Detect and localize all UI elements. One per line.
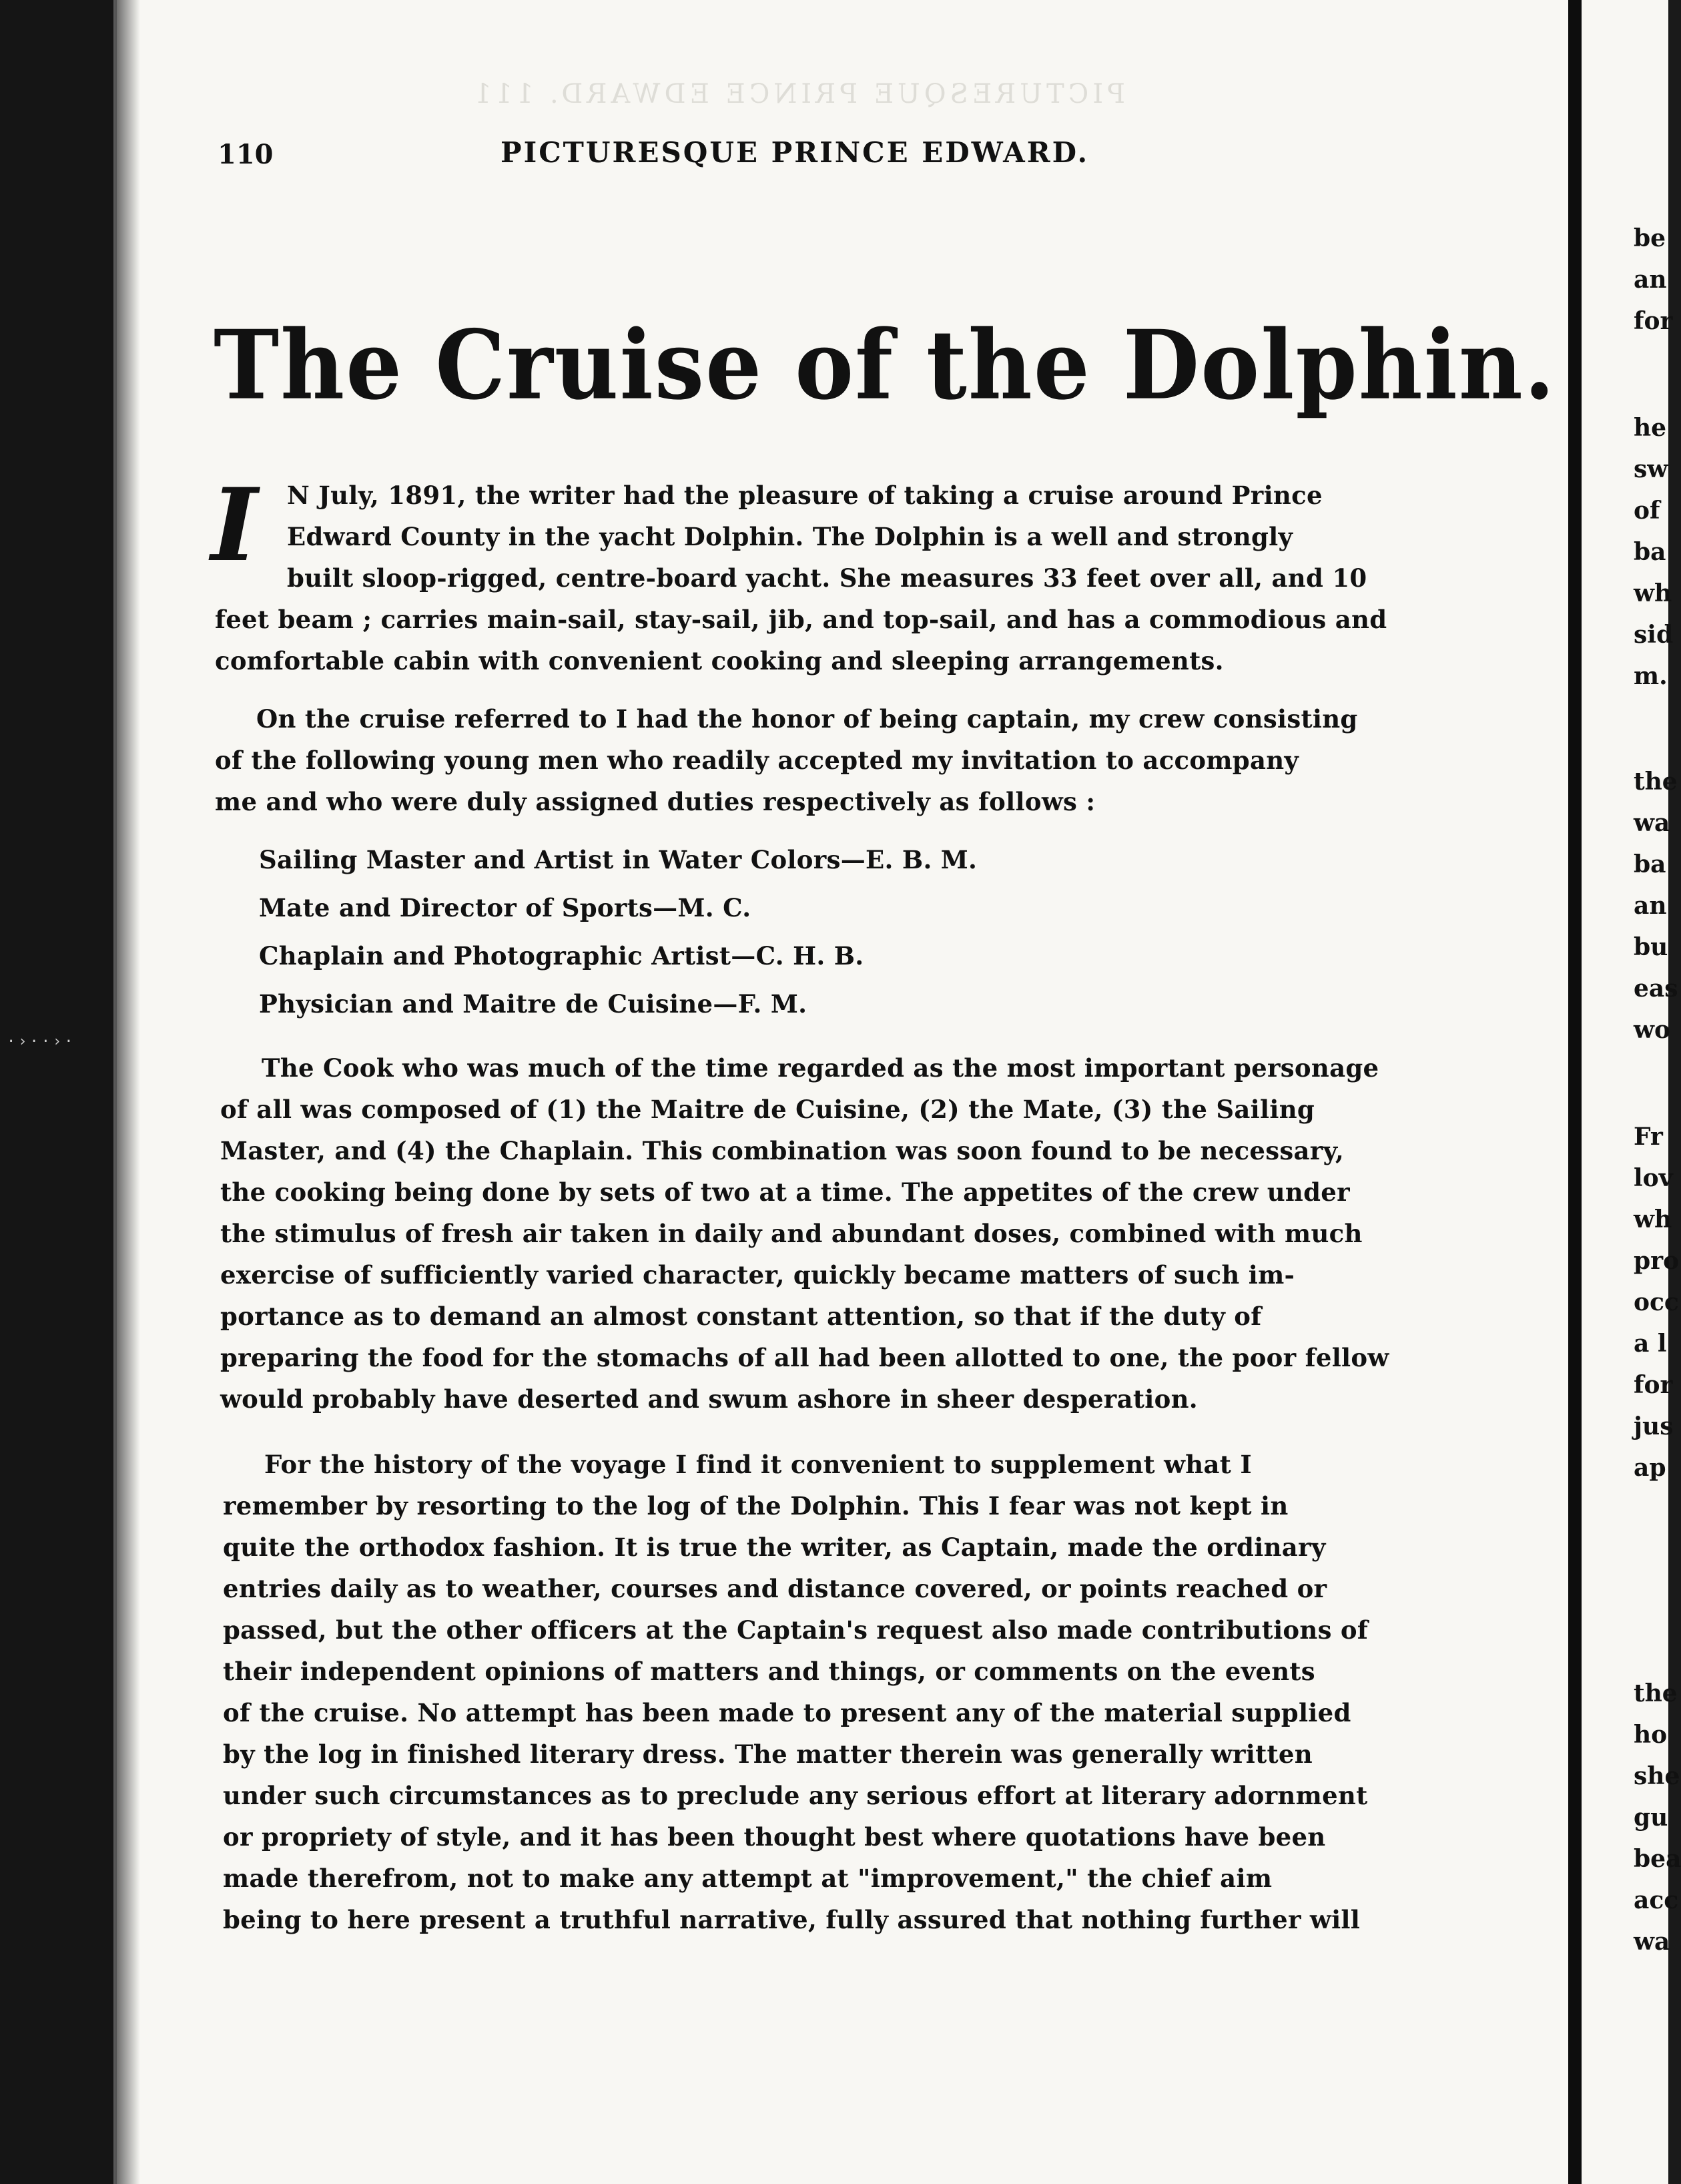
fragment-text: wa xyxy=(1634,1928,1670,1956)
fragment-text: m. xyxy=(1634,662,1668,690)
text-line: under such circumstances as to preclude any serious effort at literary adornment xyxy=(223,1781,1368,1810)
text-line: the stimulus of fresh air taken in daily and abundant doses, combined with much xyxy=(220,1219,1363,1248)
fragment-text: she xyxy=(1634,1762,1680,1790)
text-line: the cooking being done by sets of two at a time. The appetites of the crew under xyxy=(220,1177,1350,1207)
fragment-text: he xyxy=(1634,414,1667,442)
text-line: entries daily as to weather, courses and distance covered, or points reached or xyxy=(223,1574,1327,1603)
text-line: being to here present a truthful narrative, fully assured that nothing further will xyxy=(223,1905,1361,1934)
text-line: exercise of sufficiently varied character, quickly became matters of such im- xyxy=(220,1260,1295,1290)
crew-list-item: Sailing Master and Artist in Water Colors—E. B. M. xyxy=(259,845,978,874)
fragment-text: the xyxy=(1634,1679,1678,1707)
fragment-text: of xyxy=(1634,497,1660,525)
crew-list-item: Physician and Maitre de Cuisine—F. M. xyxy=(259,989,807,1019)
drop-cap: I xyxy=(211,467,258,584)
text-line: portance as to demand an almost constant attention, so that if the duty of xyxy=(220,1302,1262,1331)
fragment-text: ap xyxy=(1634,1454,1666,1482)
text-line: N July, 1891, the writer had the pleasure of taking a cruise around Prince xyxy=(287,481,1323,510)
text-line: The Cook who was much of the time regarded as the most important personage xyxy=(262,1053,1379,1083)
text-line: Edward County in the yacht Dolphin. The Dolphin is a well and strongly xyxy=(287,522,1293,551)
text-line: comfortable cabin with convenient cooking and sleeping arrangements. xyxy=(215,646,1224,675)
fragment-text: sid xyxy=(1634,621,1674,649)
text-line: me and who were duly assigned duties respectively as follows : xyxy=(215,787,1096,816)
fragment-text: occ xyxy=(1634,1288,1679,1316)
text-line: feet beam ; carries main-sail, stay-sail, jib, and top-sail, and has a commodious and xyxy=(215,605,1387,634)
fragment-text: Fr xyxy=(1634,1123,1663,1151)
page-gutter xyxy=(1568,0,1582,2184)
fragment-text: for xyxy=(1634,307,1673,335)
fragment-text: eas xyxy=(1634,975,1678,1003)
fragment-text: an xyxy=(1634,266,1667,294)
fragment-text: bea xyxy=(1634,1845,1681,1873)
fragment-text: the xyxy=(1634,768,1678,796)
text-line: or propriety of style, and it has been thought best where quotations have been xyxy=(223,1822,1326,1852)
adjacent-page-edge xyxy=(1582,0,1681,2184)
fragment-text: wa xyxy=(1634,809,1670,837)
fragment-text: wh xyxy=(1634,579,1672,607)
fragment-text: be xyxy=(1634,224,1666,252)
text-line: quite the orthodox fashion. It is true the writer, as Captain, made the ordinary xyxy=(223,1533,1326,1562)
text-line: For the history of the voyage I find it convenient to supplement what I xyxy=(264,1450,1252,1479)
text-line: Master, and (4) the Chaplain. This combination was soon found to be necessary, xyxy=(220,1136,1345,1165)
fragment-text: ho xyxy=(1634,1721,1668,1749)
fragment-text: acc xyxy=(1634,1886,1679,1914)
fragment-text: a l xyxy=(1634,1330,1667,1358)
text-line: built sloop-rigged, centre-board yacht. She measures 33 feet over all, and 10 xyxy=(287,563,1367,593)
fragment-text: an xyxy=(1634,892,1667,920)
fragment-text: pro xyxy=(1634,1247,1680,1275)
left-dark-margin xyxy=(0,0,113,2184)
text-line: passed, but the other officers at the Captain's request also made contributions of xyxy=(223,1615,1369,1645)
crew-list-item: Mate and Director of Sports—M. C. xyxy=(259,893,751,922)
fragment-text: for xyxy=(1634,1371,1673,1399)
running-head: PICTURESQUE PRINCE EDWARD. xyxy=(500,136,1090,169)
text-line: of all was composed of (1) the Maitre de Cuisine, (2) the Mate, (3) the Sailing xyxy=(220,1095,1315,1124)
text-line: On the cruise referred to I had the honor of being captain, my crew consisting xyxy=(256,704,1358,734)
fragment-text: lov xyxy=(1634,1164,1673,1192)
text-line: of the cruise. No attempt has been made to present any of the material supplied xyxy=(223,1698,1351,1727)
text-line: preparing the food for the stomachs of all had been allotted to one, the poor fellow xyxy=(220,1343,1389,1372)
text-line: would probably have deserted and swum ashore in sheer desperation. xyxy=(220,1384,1198,1414)
text-line: remember by resorting to the log of the Dolphin. This I fear was not kept in xyxy=(223,1491,1289,1521)
fragment-text: gu xyxy=(1634,1804,1668,1832)
text-line: their independent opinions of matters and things, or comments on the events xyxy=(223,1657,1315,1686)
fragment-text: ba xyxy=(1634,850,1666,878)
page-fold-shadow xyxy=(113,0,140,2184)
text-line: of the following young men who readily accepted my invitation to accompany xyxy=(215,746,1299,775)
fragment-text: ba xyxy=(1634,538,1666,566)
article-title: The Cruise of the Dolphin. xyxy=(214,309,1556,422)
page-number: 110 xyxy=(218,139,274,170)
text-line: by the log in finished literary dress. The matter therein was generally written xyxy=(223,1739,1313,1769)
fragment-text: wo xyxy=(1634,1016,1671,1044)
text-line: made therefrom, not to make any attempt at "improvement," the chief aim xyxy=(223,1864,1273,1893)
crop-mark: ·›··›· xyxy=(7,1033,76,1050)
fragment-text: sw xyxy=(1634,455,1668,483)
bleed-through-heading: PICTURESQUE PRINCE EDWARD. 111 xyxy=(470,79,1126,109)
fragment-text: wh xyxy=(1634,1205,1672,1234)
fragment-text: bu xyxy=(1634,933,1668,961)
fragment-text: jus xyxy=(1634,1412,1674,1440)
crew-list-item: Chaplain and Photographic Artist—C. H. B. xyxy=(259,941,864,971)
